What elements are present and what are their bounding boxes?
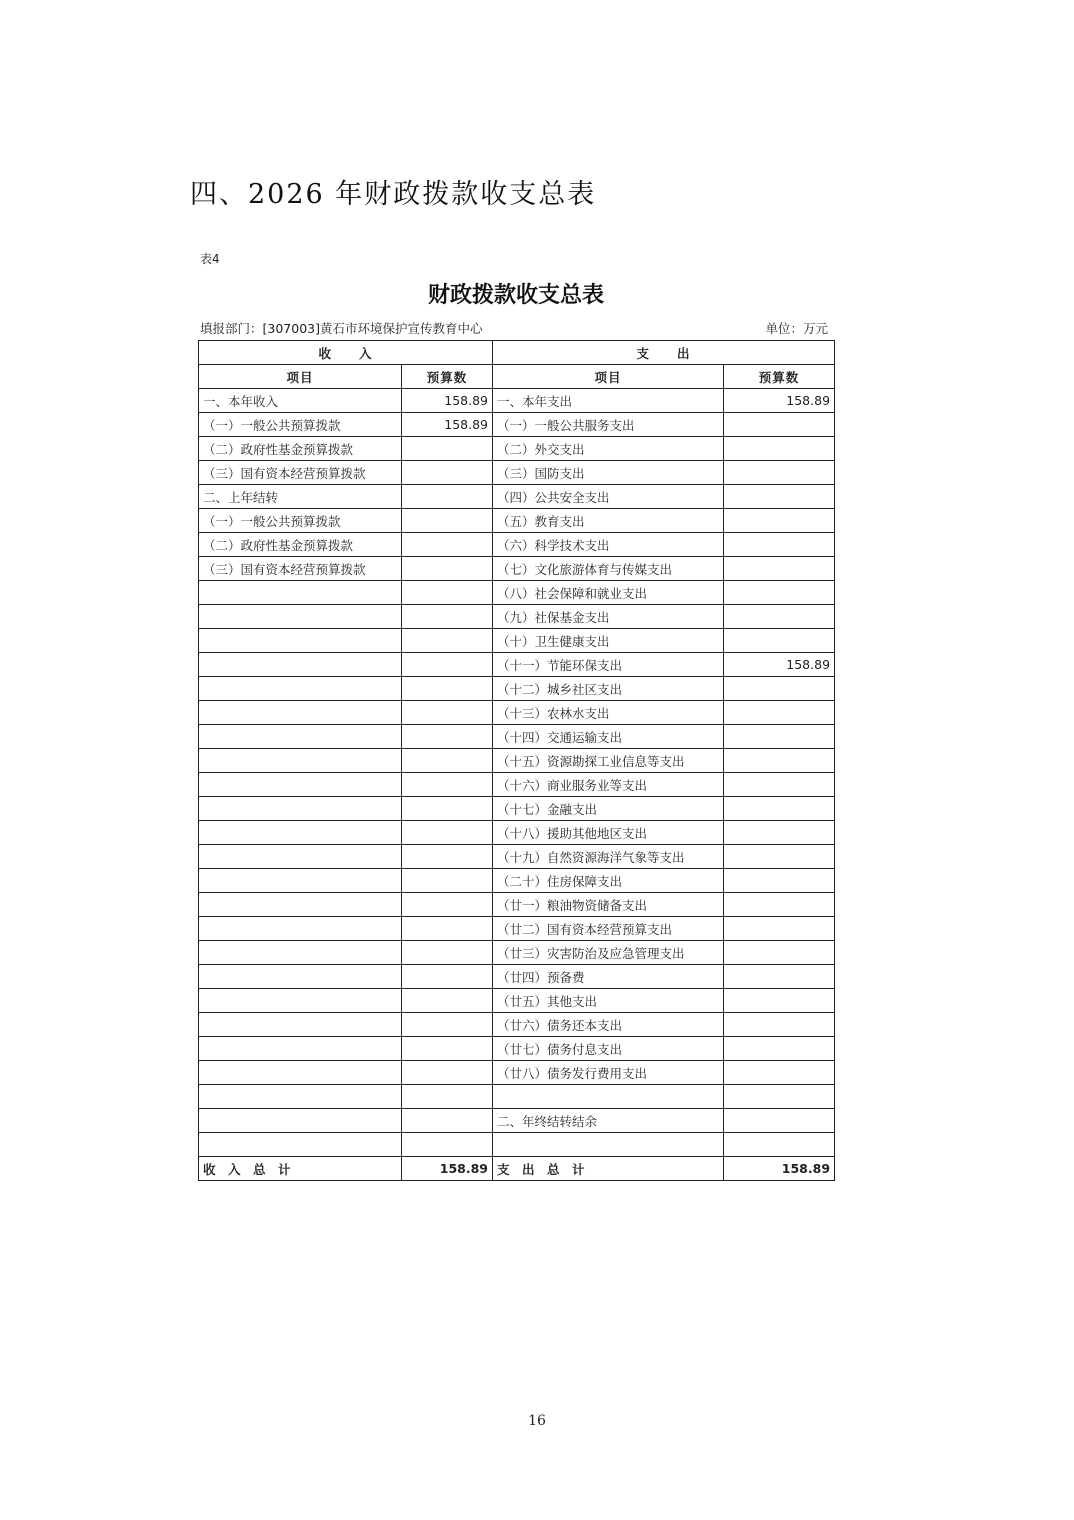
income-item-cell xyxy=(199,1085,402,1109)
expense-amount-cell xyxy=(724,845,835,869)
table-row xyxy=(199,773,835,797)
table-row xyxy=(199,893,835,917)
expense-item-cell: （一）一般公共服务支出 xyxy=(493,413,724,437)
income-item-cell xyxy=(199,893,402,917)
income-item-cell xyxy=(199,797,402,821)
expense-budget-header: 预算数 xyxy=(724,365,835,389)
table-row xyxy=(199,1037,835,1061)
table-row xyxy=(199,821,835,845)
table-row xyxy=(199,533,835,557)
table-row xyxy=(199,413,835,437)
expense-item-cell: （廿一）粮油物资储备支出 xyxy=(493,893,724,917)
expense-header: 支 出 xyxy=(493,341,835,365)
income-amount-cell xyxy=(402,437,493,461)
table-row xyxy=(199,653,835,677)
income-amount-cell xyxy=(402,1037,493,1061)
income-item-cell xyxy=(199,725,402,749)
income-amount-cell xyxy=(402,533,493,557)
expense-amount-cell: 158.89 xyxy=(724,389,835,413)
income-total-label: 收 入 总 计 xyxy=(199,1157,402,1181)
expense-item-cell: （四）公共安全支出 xyxy=(493,485,724,509)
expense-amount-cell xyxy=(724,413,835,437)
expense-item-cell: （十九）自然资源海洋气象等支出 xyxy=(493,845,724,869)
income-amount-cell xyxy=(402,893,493,917)
expense-item-cell: 二、年终结转结余 xyxy=(493,1109,724,1133)
expense-item-cell: （三）国防支出 xyxy=(493,461,724,485)
income-amount-cell xyxy=(402,965,493,989)
income-amount-cell xyxy=(402,821,493,845)
expense-amount-cell xyxy=(724,917,835,941)
table-row xyxy=(199,581,835,605)
expense-amount-cell xyxy=(724,893,835,917)
expense-item-cell: （廿二）国有资本经营预算支出 xyxy=(493,917,724,941)
expense-item-cell: （九）社保基金支出 xyxy=(493,605,724,629)
table-row xyxy=(199,1085,835,1109)
income-amount-cell xyxy=(402,1013,493,1037)
table-row xyxy=(199,461,835,485)
expense-item-cell: （六）科学技术支出 xyxy=(493,533,724,557)
table-row xyxy=(199,1133,835,1157)
income-item-cell xyxy=(199,629,402,653)
table-row xyxy=(199,1013,835,1037)
income-item-cell xyxy=(199,1133,402,1157)
income-item-header: 项目 xyxy=(199,365,402,389)
expense-amount-cell xyxy=(724,485,835,509)
table-row xyxy=(199,1109,835,1133)
table-header-row-group xyxy=(199,341,835,365)
expense-amount-cell xyxy=(724,629,835,653)
table-body xyxy=(199,389,835,1157)
table-row xyxy=(199,749,835,773)
expense-amount-cell xyxy=(724,773,835,797)
table-row xyxy=(199,605,835,629)
expense-item-cell: （十八）援助其他地区支出 xyxy=(493,821,724,845)
expense-amount-cell xyxy=(724,1037,835,1061)
income-amount-cell xyxy=(402,749,493,773)
section-heading: 四、2026 年财政拨款收支总表 xyxy=(190,179,597,210)
expense-item-cell: （十六）商业服务业等支出 xyxy=(493,773,724,797)
expense-amount-cell xyxy=(724,1013,835,1037)
expense-total-amount: 158.89 xyxy=(724,1157,835,1181)
income-amount-cell xyxy=(402,773,493,797)
income-item-cell: （一）一般公共预算拨款 xyxy=(199,509,402,533)
expense-amount-cell xyxy=(724,821,835,845)
expense-item-cell: （廿七）债务付息支出 xyxy=(493,1037,724,1061)
table-row xyxy=(199,845,835,869)
expense-item-cell: （十二）城乡社区支出 xyxy=(493,677,724,701)
expense-item-cell: （廿三）灾害防治及应急管理支出 xyxy=(493,941,724,965)
table-row xyxy=(199,437,835,461)
table-row xyxy=(199,797,835,821)
income-item-cell xyxy=(199,773,402,797)
expense-amount-cell xyxy=(724,725,835,749)
income-item-cell xyxy=(199,581,402,605)
table-number: 表4 xyxy=(200,252,220,266)
expense-amount-cell xyxy=(724,749,835,773)
income-amount-cell xyxy=(402,869,493,893)
expense-item-cell: （廿五）其他支出 xyxy=(493,989,724,1013)
expense-item-cell: （二十）住房保障支出 xyxy=(493,869,724,893)
expense-item-cell xyxy=(493,1085,724,1109)
income-item-cell xyxy=(199,1013,402,1037)
income-item-cell: （二）政府性基金预算拨款 xyxy=(199,533,402,557)
expense-item-cell: （十五）资源勘探工业信息等支出 xyxy=(493,749,724,773)
table-row xyxy=(199,869,835,893)
table-row xyxy=(199,1061,835,1085)
income-item-cell xyxy=(199,917,402,941)
income-item-cell: 一、本年收入 xyxy=(199,389,402,413)
income-amount-cell xyxy=(402,677,493,701)
income-item-cell: （二）政府性基金预算拨款 xyxy=(199,437,402,461)
expense-amount-cell xyxy=(724,461,835,485)
income-amount-cell xyxy=(402,725,493,749)
expense-item-header: 项目 xyxy=(493,365,724,389)
income-item-cell xyxy=(199,845,402,869)
income-amount-cell xyxy=(402,989,493,1013)
income-total-amount: 158.89 xyxy=(402,1157,493,1181)
income-amount-cell xyxy=(402,485,493,509)
expense-amount-cell xyxy=(724,677,835,701)
expense-item-cell: （十一）节能环保支出 xyxy=(493,653,724,677)
table-row xyxy=(199,485,835,509)
table-row xyxy=(199,389,835,413)
income-amount-cell: 158.89 xyxy=(402,413,493,437)
income-amount-cell xyxy=(402,797,493,821)
expense-amount-cell xyxy=(724,509,835,533)
table-row xyxy=(199,629,835,653)
table-row xyxy=(199,677,835,701)
income-amount-cell: 158.89 xyxy=(402,389,493,413)
income-item-cell xyxy=(199,653,402,677)
expense-item-cell: 一、本年支出 xyxy=(493,389,724,413)
expense-item-cell: （十七）金融支出 xyxy=(493,797,724,821)
expense-amount-cell xyxy=(724,701,835,725)
expense-amount-cell xyxy=(724,989,835,1013)
income-amount-cell xyxy=(402,653,493,677)
income-amount-cell xyxy=(402,1133,493,1157)
table-row xyxy=(199,557,835,581)
income-item-cell xyxy=(199,1109,402,1133)
income-item-cell: 二、上年结转 xyxy=(199,485,402,509)
expense-amount-cell xyxy=(724,557,835,581)
income-amount-cell xyxy=(402,629,493,653)
expense-amount-cell xyxy=(724,941,835,965)
income-item-cell xyxy=(199,989,402,1013)
income-amount-cell xyxy=(402,701,493,725)
table-row xyxy=(199,725,835,749)
income-item-cell xyxy=(199,677,402,701)
expense-amount-cell xyxy=(724,1061,835,1085)
unit-label: 单位：万元 xyxy=(765,321,828,336)
income-item-cell: （三）国有资本经营预算拨款 xyxy=(199,461,402,485)
income-item-cell: （三）国有资本经营预算拨款 xyxy=(199,557,402,581)
income-item-cell xyxy=(199,749,402,773)
expense-amount-cell xyxy=(724,605,835,629)
expense-item-cell: （十四）交通运输支出 xyxy=(493,725,724,749)
income-amount-cell xyxy=(402,845,493,869)
expense-item-cell xyxy=(493,1133,724,1157)
table-row xyxy=(199,941,835,965)
income-item-cell xyxy=(199,1061,402,1085)
table-row xyxy=(199,917,835,941)
income-amount-cell xyxy=(402,509,493,533)
reporting-department: 填报部门：[307003]黄石市环境保护宣传教育中心 xyxy=(200,321,483,336)
table-row xyxy=(199,989,835,1013)
expense-item-cell: （二）外交支出 xyxy=(493,437,724,461)
expense-amount-cell: 158.89 xyxy=(724,653,835,677)
expense-amount-cell xyxy=(724,869,835,893)
expense-amount-cell xyxy=(724,797,835,821)
expense-amount-cell xyxy=(724,1133,835,1157)
table-row xyxy=(199,701,835,725)
expense-item-cell: （廿四）预备费 xyxy=(493,965,724,989)
income-item-cell xyxy=(199,965,402,989)
total-row xyxy=(199,1157,835,1181)
income-item-cell xyxy=(199,701,402,725)
expense-amount-cell xyxy=(724,533,835,557)
expense-item-cell: （廿八）债务发行费用支出 xyxy=(493,1061,724,1085)
expense-item-cell: （廿六）债务还本支出 xyxy=(493,1013,724,1037)
income-item-cell xyxy=(199,1037,402,1061)
income-amount-cell xyxy=(402,917,493,941)
expense-amount-cell xyxy=(724,437,835,461)
expense-item-cell: （七）文化旅游体育与传媒支出 xyxy=(493,557,724,581)
income-item-cell xyxy=(199,941,402,965)
table-header-row xyxy=(199,365,835,389)
income-header: 收 入 xyxy=(199,341,493,365)
expense-total-label: 支 出 总 计 xyxy=(493,1157,724,1181)
expense-item-cell: （五）教育支出 xyxy=(493,509,724,533)
expense-amount-cell xyxy=(724,1109,835,1133)
table-row xyxy=(199,509,835,533)
income-item-cell xyxy=(199,869,402,893)
income-item-cell xyxy=(199,605,402,629)
expense-item-cell: （八）社会保障和就业支出 xyxy=(493,581,724,605)
page-number: 16 xyxy=(528,1413,546,1429)
income-amount-cell xyxy=(402,461,493,485)
income-budget-header: 预算数 xyxy=(402,365,493,389)
income-amount-cell xyxy=(402,1061,493,1085)
expense-item-cell: （十）卫生健康支出 xyxy=(493,629,724,653)
income-item-cell xyxy=(199,821,402,845)
expense-amount-cell xyxy=(724,1085,835,1109)
budget-table xyxy=(198,340,835,1181)
table-row xyxy=(199,965,835,989)
income-amount-cell xyxy=(402,605,493,629)
expense-amount-cell xyxy=(724,965,835,989)
expense-amount-cell xyxy=(724,581,835,605)
table-title: 财政拨款收支总表 xyxy=(427,283,604,308)
income-amount-cell xyxy=(402,581,493,605)
income-amount-cell xyxy=(402,1085,493,1109)
expense-item-cell: （十三）农林水支出 xyxy=(493,701,724,725)
income-amount-cell xyxy=(402,941,493,965)
income-item-cell: （一）一般公共预算拨款 xyxy=(199,413,402,437)
income-amount-cell xyxy=(402,1109,493,1133)
income-amount-cell xyxy=(402,557,493,581)
